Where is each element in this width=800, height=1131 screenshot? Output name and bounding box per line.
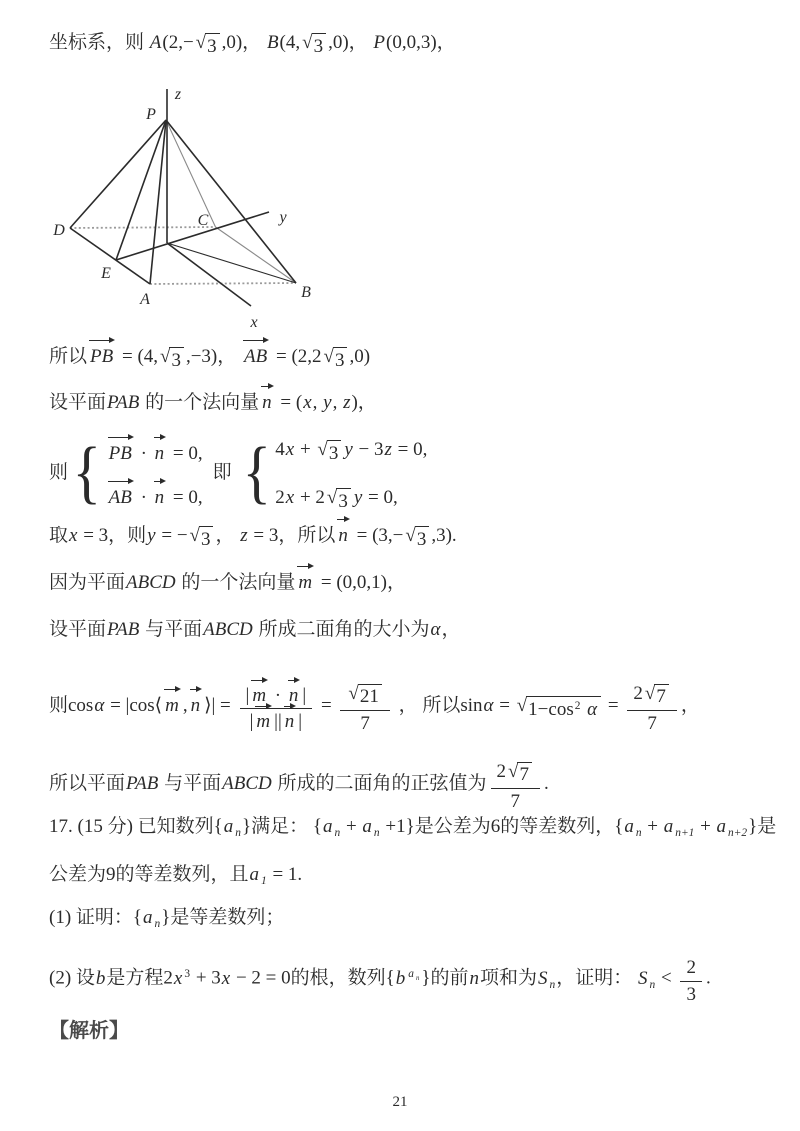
- problem-17-stem-line-1: 17. (15 分) 已知数列{a $_n$}满足： {a $_n$ + a $_n$ +1}是公差为6的等差数列，{a $_n$ + a $_{n+1}$ + a $_{n+2}$}是: [49, 816, 777, 839]
- point-label-E: E: [101, 265, 111, 282]
- equation-row: 4x + √ 3 y − 3z = 0,: [275, 432, 427, 467]
- right-brace: {: [242, 434, 271, 512]
- solution-line-normal-setup: 设平面PAB 的一个法向量 n = (x, y, z)，: [49, 390, 377, 416]
- equation-row: AB · n = 0,: [106, 480, 203, 511]
- problem-17-stem-line-2: 公差为9的等差数列，且a $_1$ = 1.: [49, 864, 303, 887]
- edge-CB: [216, 227, 297, 283]
- axis-label-x: x: [250, 314, 258, 331]
- axis-label-z: z: [174, 86, 182, 103]
- point-label-C: C: [197, 212, 209, 229]
- point-label-D: D: [53, 222, 65, 239]
- equation-row: PB · n = 0,: [106, 436, 203, 467]
- system-left-column: [106, 436, 203, 510]
- pyramid-figure: [48, 78, 338, 336]
- solution-line-conclusion: 所以平面PAB 与平面ABCD 所成的二面角的正弦值为 2 √ 7 7 .: [49, 756, 549, 814]
- solution-line-coordinates: 坐标系，则 A(2,− √ 3 ,0)， B(4, √ 3 ,0)， P(0,0,3)，: [49, 30, 456, 60]
- problem-17-part-2: (2) 设b是方程2x $^3$ + 3x − 2 = 0的根，数列{b $^{a _n}$ }的前n项和为S $_n$，证明： S $_n$ < $\frac{2}{3}$ .: [49, 952, 711, 1007]
- analysis-header: 【解析】: [49, 1020, 129, 1042]
- equation-row: 2x + 2 √ 3 y = 0,: [275, 480, 427, 515]
- solution-line-plane-normal: 因为平面ABCD 的一个法向量 m = (0,0,1)，: [49, 570, 406, 596]
- solution-line-solve: 取x = 3，则y = − √ 3 ， z = 3，所以 n = (3,− √ 3 ,3).: [49, 523, 457, 553]
- point-label-B: B: [301, 284, 311, 301]
- edge-PD: [70, 120, 166, 228]
- solution-line-cos-calculation: 则cosα = |cos⟨ m , n ⟩| = $\frac{| m \cdot n |}{| m || n |}$ = √ 21 7 ， 所以sinα = √ $1-\cos^2$ α = 2 √ 7 7 ，: [49, 678, 700, 736]
- system-right-column: [275, 432, 427, 514]
- system-prefix: 则: [49, 462, 69, 484]
- point-label-A: A: [140, 291, 150, 308]
- x-axis: [167, 243, 251, 306]
- page-number: 21: [392, 1094, 408, 1110]
- edge-AB-dotted: [150, 283, 296, 284]
- axis-label-y: y: [279, 209, 287, 226]
- solution-line-dihedral-setup: 设平面PAB 与平面ABCD 所成二面角的大小为α，: [49, 619, 461, 640]
- problem-17-part-1: (1) 证明：{a $_n$}是等差数列；: [49, 907, 285, 930]
- edge-DC-dashed: [70, 227, 216, 228]
- edge-PB: [166, 120, 296, 283]
- solution-line-vectors: 所以 PB = (4, √ 3 ,−3)， AB = (2,2 √ 3 ,0): [49, 344, 370, 374]
- edge-OB: [167, 243, 296, 283]
- left-brace: {: [72, 434, 102, 512]
- system-mid-word: 即: [212, 462, 232, 484]
- point-label-P: P: [146, 106, 156, 123]
- equation-system: [49, 432, 427, 514]
